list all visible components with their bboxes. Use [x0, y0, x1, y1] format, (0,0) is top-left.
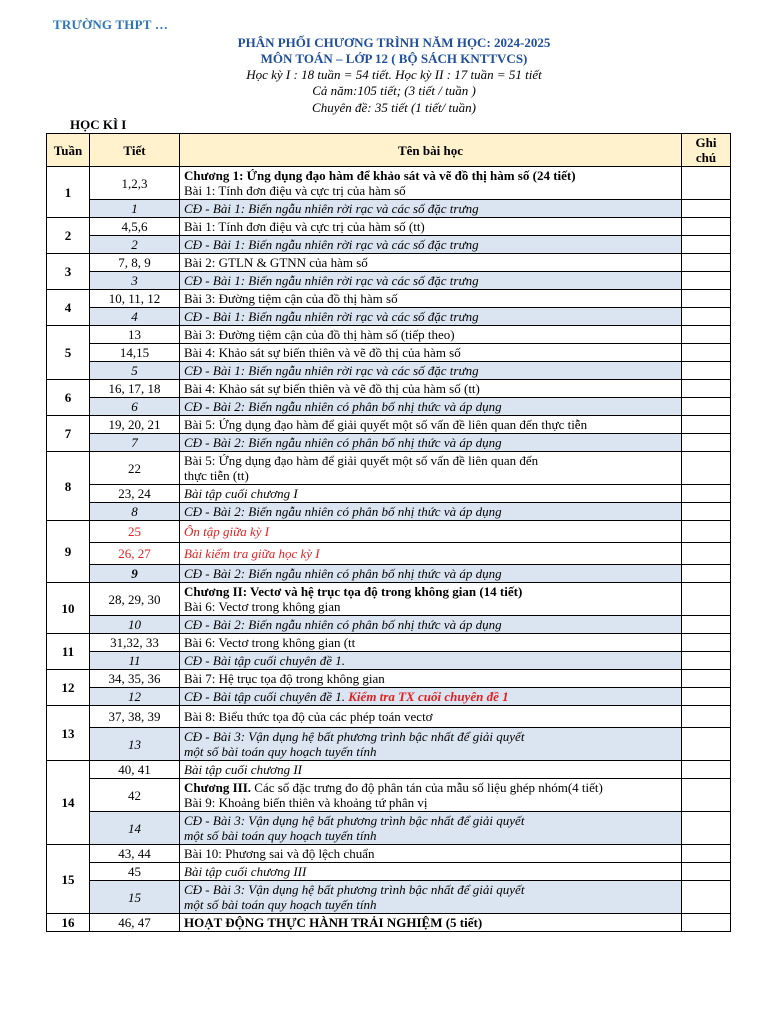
week-cell: 13: [47, 706, 90, 761]
lesson-cell: [180, 308, 682, 326]
period-cell: 14,15: [90, 344, 180, 362]
note-cell: [682, 863, 731, 881]
semester-heading: HỌC KÌ I: [70, 117, 127, 132]
lesson-title: Bài 6: Vectơ trong không gian: [184, 599, 341, 614]
lesson-title: Ôn tập giữa kỳ I: [184, 524, 270, 539]
period-cell: 12: [90, 688, 180, 706]
table-row: [47, 779, 731, 812]
table-row: [47, 326, 731, 344]
lesson-title: CĐ - Bài 2: Biến ngẫu nhiên có phân bố nhị thức và áp dụng: [184, 566, 502, 581]
table-row: [47, 167, 731, 200]
lesson-cell: [180, 565, 682, 583]
period-cell: 46, 47: [90, 914, 180, 932]
period-cell: 26, 27: [90, 543, 180, 565]
period-cell: 16, 17, 18: [90, 380, 180, 398]
lesson-cell: [180, 863, 682, 881]
school-name: TRƯỜNG THPT …: [53, 17, 169, 32]
period-cell: 40, 41: [90, 761, 180, 779]
period-cell: 45: [90, 863, 180, 881]
lesson-cell: [180, 200, 682, 218]
week-cell: 4: [47, 290, 90, 326]
note-cell: [682, 634, 731, 652]
lesson-title: CĐ - Bài 2: Biến ngẫu nhiên có phân bố nhị thức và áp dụng: [184, 399, 502, 414]
week-cell: 5: [47, 326, 90, 380]
lesson-cell: [180, 914, 682, 932]
lesson-title: Bài 5: Ứng dụng đạo hàm để giải quyết một số vấn đề liên quan đến thực tiễn: [184, 417, 588, 432]
lesson-cell: [180, 652, 682, 670]
lesson-title: CĐ - Bài 2: Biến ngẫu nhiên có phân bố nhị thức và áp dụng: [184, 504, 502, 519]
lesson-title: CĐ - Bài 1: Biến ngẫu nhiên rời rạc và các số đặc trưng: [184, 363, 479, 378]
lesson-cell: [180, 779, 682, 812]
note-cell: [682, 914, 731, 932]
lesson-title: Bài kiểm tra giữa học kỳ I: [184, 546, 320, 561]
table-row: [47, 236, 731, 254]
table-row: [47, 670, 731, 688]
table-row: [47, 344, 731, 362]
lesson-title: CĐ - Bài 3: Vận dụng hệ bất phương trình bậc nhất để giải quyết: [184, 882, 525, 897]
note-cell: [682, 485, 731, 503]
note-cell: [682, 583, 731, 616]
lesson-cell: [180, 670, 682, 688]
table-row: [47, 914, 731, 932]
period-cell: 37, 38, 39: [90, 706, 180, 728]
note-cell: [682, 543, 731, 565]
table-row: [47, 812, 731, 845]
lesson-cell: [180, 398, 682, 416]
table-row: [47, 543, 731, 565]
table-row: [47, 634, 731, 652]
lesson-cell: [180, 434, 682, 452]
lesson-cell: [180, 326, 682, 344]
lesson-title: Bài 3: Đường tiệm cận của đồ thị hàm số: [184, 291, 398, 306]
table-row: [47, 521, 731, 543]
lesson-title: HOẠT ĐỘNG THỰC HÀNH TRẢI NGHIỆM (5 tiết): [184, 915, 483, 930]
note-cell: [682, 218, 731, 236]
period-cell: 7: [90, 434, 180, 452]
table-row: [47, 434, 731, 452]
note-cell: [682, 706, 731, 728]
lesson-cell: [180, 521, 682, 543]
column-header-week: Tuần: [47, 134, 90, 167]
note-cell: [682, 254, 731, 272]
lesson-title: Bài 4: Khảo sát sự biến thiên và vẽ đồ thị của hàm số (tt): [184, 381, 480, 396]
lesson-title: Bài tập cuối chương II: [184, 762, 303, 777]
chapter-title-rest: Các số đặc trưng đo độ phân tán của mẫu số liệu ghép nhóm(4 tiết): [251, 780, 603, 795]
table-row: [47, 761, 731, 779]
lesson-title: CĐ - Bài 1: Biến ngẫu nhiên rời rạc và các số đặc trưng: [184, 201, 479, 216]
period-cell: 10: [90, 616, 180, 634]
period-cell: 1: [90, 200, 180, 218]
table-row: [47, 254, 731, 272]
lesson-cell: [180, 706, 682, 728]
lesson-cell: [180, 380, 682, 398]
period-cell: 2: [90, 236, 180, 254]
lesson-title: CĐ - Bài tập cuối chuyên đề 1.: [184, 653, 346, 668]
note-cell: [682, 670, 731, 688]
week-cell: 7: [47, 416, 90, 452]
lesson-cell: [180, 583, 682, 616]
note-cell: [682, 236, 731, 254]
lesson-title: CĐ - Bài 1: Biến ngẫu nhiên rời rạc và các số đặc trưng: [184, 273, 479, 288]
note-cell: [682, 398, 731, 416]
column-header-lesson: Tên bài học: [180, 134, 682, 167]
lesson-title: Bài 1: Tính đơn điệu và cực trị của hàm số: [184, 183, 406, 198]
lesson-title: CĐ - Bài 1: Biến ngẫu nhiên rời rạc và các số đặc trưng: [184, 309, 479, 324]
page-subtitle: MÔN TOÁN – LỚP 12 ( BỘ SÁCH KNTTVCS): [260, 51, 528, 66]
period-cell: 42: [90, 779, 180, 812]
lesson-title: CĐ - Bài 1: Biến ngẫu nhiên rời rạc và các số đặc trưng: [184, 237, 479, 252]
table-row: [47, 218, 731, 236]
period-cell: 14: [90, 812, 180, 845]
lesson-title-cont: một số bài toán quy hoạch tuyến tính: [184, 897, 377, 912]
week-cell: 15: [47, 845, 90, 914]
note-cell: [682, 521, 731, 543]
table-row: [47, 565, 731, 583]
table-row: [47, 616, 731, 634]
table-row: [47, 380, 731, 398]
lesson-cell: [180, 416, 682, 434]
chapter-title: Chương III.: [184, 780, 252, 795]
lesson-cell: [180, 543, 682, 565]
period-cell: 13: [90, 728, 180, 761]
period-cell: 34, 35, 36: [90, 670, 180, 688]
note-cell: [682, 616, 731, 634]
period-cell: 4: [90, 308, 180, 326]
table-row: [47, 728, 731, 761]
lesson-title-cont: một số bài toán quy hoạch tuyến tính: [184, 744, 377, 759]
week-cell: 10: [47, 583, 90, 634]
note-cell: [682, 812, 731, 845]
table-row: [47, 452, 731, 485]
note-cell: [682, 728, 731, 761]
note-cell: [682, 779, 731, 812]
period-cell: 25: [90, 521, 180, 543]
period-cell: 7, 8, 9: [90, 254, 180, 272]
note-cell: [682, 272, 731, 290]
table-row: [47, 290, 731, 308]
note-cell: [682, 344, 731, 362]
lesson-cell: [180, 485, 682, 503]
lesson-title: Bài 2: GTLN & GTNN của hàm số: [184, 255, 368, 270]
week-cell: 14: [47, 761, 90, 845]
assessment-note: Kiểm tra TX cuối chuyên đề 1: [348, 689, 509, 704]
lesson-title: Bài tập cuối chương I: [184, 486, 298, 501]
period-cell: 9: [90, 565, 180, 583]
table-header-row: [47, 134, 731, 167]
note-cell: [682, 326, 731, 344]
lesson-cell: [180, 218, 682, 236]
lesson-cell: [180, 272, 682, 290]
note-cell: [682, 416, 731, 434]
semester-summary: Học kỳ I : 18 tuần = 54 tiết. Học kỳ II : 17 tuần = 51 tiết: [246, 67, 542, 82]
week-cell: 11: [47, 634, 90, 670]
period-cell: 4,5,6: [90, 218, 180, 236]
lesson-cell: [180, 236, 682, 254]
table-row: [47, 845, 731, 863]
period-cell: 10, 11, 12: [90, 290, 180, 308]
period-cell: 28, 29, 30: [90, 583, 180, 616]
lesson-title: CĐ - Bài 2: Biến ngẫu nhiên có phân bố nhị thức và áp dụng: [184, 617, 502, 632]
lesson-title: CĐ - Bài 2: Biến ngẫu nhiên có phân bố nhị thức và áp dụng: [184, 435, 502, 450]
lesson-cell: [180, 634, 682, 652]
note-cell: [682, 845, 731, 863]
week-cell: 16: [47, 914, 90, 932]
lesson-title: CĐ - Bài 3: Vận dụng hệ bất phương trình bậc nhất để giải quyết: [184, 813, 525, 828]
table-row: [47, 881, 731, 914]
table-row: [47, 200, 731, 218]
note-cell: [682, 308, 731, 326]
table-row: [47, 688, 731, 706]
note-cell: [682, 290, 731, 308]
note-cell: [682, 380, 731, 398]
lesson-title: Bài 8: Biểu thức tọa độ của các phép toán vectơ: [184, 709, 433, 724]
chapter-title: Chương II: Vectơ và hệ trục tọa độ trong không gian (14 tiết): [184, 584, 523, 599]
note-cell: [682, 434, 731, 452]
period-cell: 11: [90, 652, 180, 670]
column-header-note: Ghi chú: [682, 134, 731, 167]
note-cell: [682, 503, 731, 521]
lesson-cell: [180, 362, 682, 380]
lesson-title: Bài 9: Khoảng biến thiên và khoảng tứ phân vị: [184, 795, 428, 810]
lesson-cell: [180, 812, 682, 845]
note-cell: [682, 881, 731, 914]
table-body: [47, 167, 731, 932]
lesson-cell: [180, 728, 682, 761]
period-cell: 19, 20, 21: [90, 416, 180, 434]
table-row: [47, 362, 731, 380]
lesson-title: Bài 6: Vectơ trong không gian (tt: [184, 635, 356, 650]
period-cell: 22: [90, 452, 180, 485]
table-row: [47, 706, 731, 728]
note-cell: [682, 362, 731, 380]
period-cell: 8: [90, 503, 180, 521]
lesson-title: Bài 1: Tính đơn điệu và cực trị của hàm số (tt): [184, 219, 425, 234]
lesson-title: CĐ - Bài 3: Vận dụng hệ bất phương trình bậc nhất để giải quyết: [184, 729, 525, 744]
week-cell: 9: [47, 521, 90, 583]
note-cell: [682, 565, 731, 583]
note-cell: [682, 452, 731, 485]
week-cell: 8: [47, 452, 90, 521]
period-cell: 13: [90, 326, 180, 344]
lesson-cell: [180, 845, 682, 863]
period-cell: 31,32, 33: [90, 634, 180, 652]
note-cell: [682, 200, 731, 218]
table-row: [47, 272, 731, 290]
period-cell: 1,2,3: [90, 167, 180, 200]
table-row: [47, 485, 731, 503]
lesson-cell: [180, 881, 682, 914]
week-cell: 6: [47, 380, 90, 416]
lesson-cell: [180, 344, 682, 362]
lesson-cell: [180, 688, 682, 706]
page-title: PHÂN PHỐI CHƯƠNG TRÌNH NĂM HỌC: 2024-2025: [237, 35, 551, 50]
table-row: [47, 583, 731, 616]
chapter-title: Chương 1: Ứng dụng đạo hàm để khảo sát và vẽ đồ thị hàm số (24 tiết): [184, 168, 576, 183]
lesson-cell: [180, 761, 682, 779]
year-summary: Cả năm:105 tiết; (3 tiết / tuần ): [312, 83, 476, 98]
table-row: [47, 652, 731, 670]
lesson-title-cont: một số bài toán quy hoạch tuyến tính: [184, 828, 377, 843]
lesson-cell: [180, 254, 682, 272]
note-cell: [682, 652, 731, 670]
lesson-cell: [180, 290, 682, 308]
week-cell: 3: [47, 254, 90, 290]
period-cell: 15: [90, 881, 180, 914]
week-cell: 2: [47, 218, 90, 254]
table-row: [47, 863, 731, 881]
period-cell: 3: [90, 272, 180, 290]
period-cell: 5: [90, 362, 180, 380]
table-row: [47, 398, 731, 416]
week-cell: 1: [47, 167, 90, 218]
curriculum-table: [46, 133, 731, 932]
lesson-title: Bài 4: Khảo sát sự biến thiên và vẽ đồ thị của hàm số: [184, 345, 461, 360]
note-cell: [682, 167, 731, 200]
lesson-cell: [180, 167, 682, 200]
lesson-title: Bài 5: Ứng dụng đạo hàm để giải quyết một số vấn đề liên quan đến: [184, 453, 539, 468]
period-cell: 6: [90, 398, 180, 416]
week-cell: 12: [47, 670, 90, 706]
lesson-title: Bài 10: Phương sai và độ lệch chuẩn: [184, 846, 375, 861]
lesson-title-cont: thực tiễn (tt): [184, 468, 249, 483]
table-row: [47, 416, 731, 434]
period-cell: 43, 44: [90, 845, 180, 863]
lesson-cell: [180, 503, 682, 521]
lesson-title: Bài tập cuối chương III: [184, 864, 307, 879]
table-row: [47, 308, 731, 326]
lesson-cell: [180, 616, 682, 634]
column-header-period: Tiết: [90, 134, 180, 167]
period-cell: 23, 24: [90, 485, 180, 503]
table-row: [47, 503, 731, 521]
note-cell: [682, 688, 731, 706]
lesson-title: Bài 7: Hệ trục tọa độ trong không gian: [184, 671, 385, 686]
topic-summary: Chuyên đề: 35 tiết (1 tiết/ tuần): [312, 100, 476, 115]
lesson-title: CĐ - Bài tập cuối chuyên đề 1.: [184, 689, 349, 704]
lesson-title: Bài 3: Đường tiệm cận của đồ thị hàm số (tiếp theo): [184, 327, 455, 342]
lesson-cell: [180, 452, 682, 485]
note-cell: [682, 761, 731, 779]
